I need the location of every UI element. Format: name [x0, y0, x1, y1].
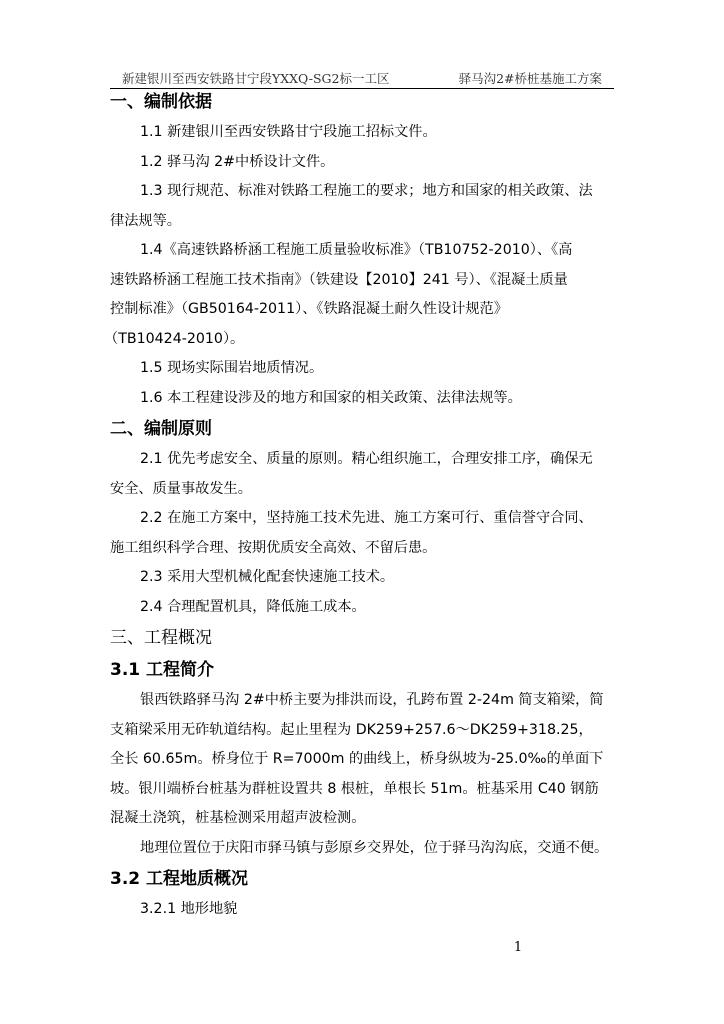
section-2-heading: 二、编制原则	[110, 419, 212, 439]
paragraph-1-3-line-1: 1.3 现行规范、标准对铁路工程施工的要求；地方和国家的相关政策、法	[140, 183, 593, 199]
paragraph-3-1-line-4: 坡。银川端桥台桩基为群桩设置共 8 根桩，单根长 51m。桩基采用 C40 钢筋	[110, 780, 599, 797]
paragraph-1-2: 1.2 驿马沟 2#中桥设计文件。	[140, 153, 335, 170]
section-3-heading: 三、工程概况	[110, 628, 212, 648]
paragraph-2-2-line-1: 2.2 在施工方案中，坚持施工技术先进、施工方案可行、重信誉守合同、	[140, 510, 593, 526]
page-number: 1	[513, 940, 523, 955]
paragraph-1-5: 1.5 现场实际围岩地质情况。	[140, 360, 324, 376]
section-1-heading: 一、编制依据	[110, 92, 212, 112]
paragraph-3-1-line-2: 支箱梁采用无砟轨道结构。起止里程为 DK259+257.6～DK259+318.25，	[110, 721, 593, 738]
header-project-name: 新建银川至西安铁路甘宁段YXXQ-SG2标一工区	[122, 71, 390, 86]
paragraph-1-1: 1.1 新建银川至西安铁路甘宁段施工招标文件。	[140, 124, 437, 140]
paragraph-1-4-line-3: 控制标准》（GB50164-2011）、《铁路混凝土耐久性设计规范》	[110, 301, 508, 317]
paragraph-2-1-line-2: 安全、质量事故发生。	[110, 480, 252, 497]
paragraph-3-1-location: 地理位置位于庆阳市驿马镇与彭原乡交界处，位于驿马沟沟底，交通不便。	[140, 839, 609, 856]
paragraph-3-2-1: 3.2.1 地形地貌	[140, 901, 238, 917]
header-document-title: 驿马沟2#桥桩基施工方案	[458, 71, 602, 86]
paragraph-3-1-line-1: 银西铁路驿马沟 2#中桥主要为排洪而设，孔跨布置 2-24m 简支箱梁，简	[140, 692, 604, 708]
paragraph-1-4-line-1: 1.4《高速铁路桥涵工程施工质量验收标准》（TB10752-2010）、《高	[140, 242, 573, 258]
paragraph-2-3: 2.3 采用大型机械化配套快速施工技术。	[140, 569, 395, 585]
paragraph-2-1-line-1: 2.1 优先考虑安全、质量的原则。精心组织施工，合理安排工序，确保无	[140, 451, 593, 467]
paragraph-2-2-line-2: 施工组织科学合理、按期优质安全高效、不留后患。	[110, 539, 437, 556]
paragraph-3-1-line-3: 全长 60.65m。桥身位于 R=7000m 的曲线上，桥身纵坡为-25.0‰的单面下	[110, 751, 604, 767]
section-3-1-heading: 3.1 工程简介	[110, 660, 215, 680]
section-3-2-heading: 3.2 工程地质概况	[110, 869, 249, 889]
document-body	[104, 86, 614, 925]
paragraph-3-1-line-5: 混凝土浇筑，桩基检测采用超声波检测。	[110, 810, 366, 826]
paragraph-1-6: 1.6 本工程建设涉及的地方和国家的相关政策、法律法规等。	[140, 389, 522, 406]
paragraph-2-4: 2.4 合理配置机具，降低施工成本。	[140, 598, 366, 615]
paragraph-1-3-line-2: 律法规等。	[110, 212, 181, 229]
paragraph-1-4-line-2: 速铁路桥涵工程施工技术指南》（铁建设【2010】241 号）、《混凝土质量	[110, 271, 568, 288]
paragraph-1-4-line-4: （TB10424-2010）。	[104, 330, 245, 347]
